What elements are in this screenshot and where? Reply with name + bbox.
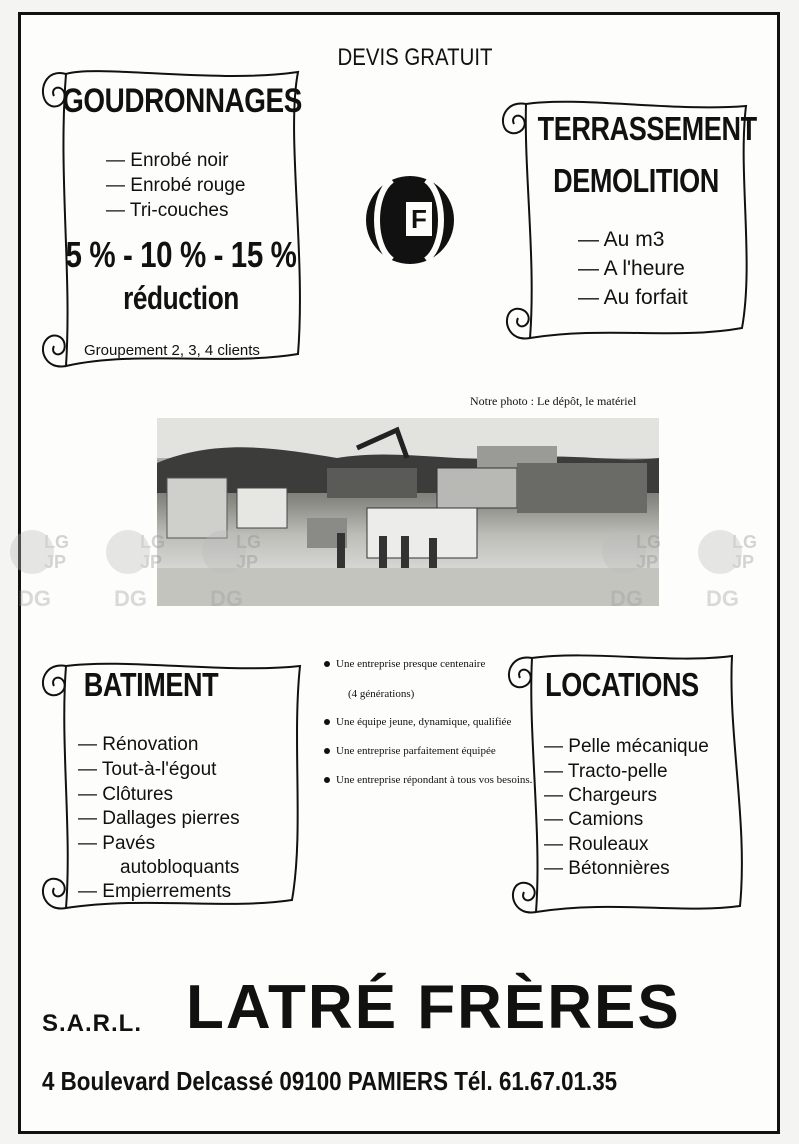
svg-text:LG: LG [236,532,261,552]
demolition-title: DEMOLITION [553,162,719,199]
locations-item: — Bétonnières [544,858,670,879]
locations-scroll [502,644,756,926]
watermark-face-icon [100,522,170,612]
bullet-icon [324,777,330,783]
batiment-item: — Empierrements [78,881,232,902]
locations-item: — Pelle mécanique [544,736,709,757]
logo-letter: F [411,204,427,234]
svg-text:LG: LG [636,532,661,552]
terrassement-title: TERRASSEMENT [537,110,757,147]
batiment-scroll [36,652,306,920]
logo-circle-icon [362,174,458,266]
watermark-stamp [692,522,762,612]
discount-line: 5 % - 10 % - 15 % [65,234,297,275]
batiment-item: — Tout-à-l'égout [78,759,217,780]
company-logo [362,174,458,266]
watermark-face-icon [196,522,266,612]
svg-text:DG: DG [18,586,51,611]
watermark-face-icon [596,522,666,612]
locations-title: LOCATIONS [545,666,699,703]
svg-text:JP: JP [140,552,163,572]
batiment-item: — Pavés [78,833,156,854]
terrassement-item: — Au m3 [578,228,665,251]
svg-text:DG: DG [114,586,147,611]
point-text: (4 générations) [348,688,415,700]
company-address: 4 Boulevard Delcassé 09100 PAMIERS Tél. 61.67.01.35 [42,1066,618,1096]
watermark-face-icon [4,522,74,612]
watermark-stamp [596,522,666,612]
batiment-title: BATIMENT [83,666,219,703]
locations-item: — Camions [544,809,644,830]
point-text: Une entreprise presque centenaire [336,658,486,670]
point-item [324,658,485,670]
svg-text:LG: LG [44,532,69,552]
batiment-item: — Dallages pierres [78,808,240,829]
goudronnages-scroll [36,54,306,384]
bullet-icon [324,661,330,667]
batiment-item: — Clôtures [78,784,174,805]
terrassement-item: — Au forfait [578,286,688,309]
batiment-item: — Rénovation [78,734,199,755]
grouping-note: Groupement 2, 3, 4 clients [84,342,260,359]
goudronnages-title: GOUDRONNAGES [62,82,302,120]
terrassement-item: — A l'heure [578,257,685,280]
reduction-label: réduction [123,280,239,316]
goudronnages-item: — Enrobé noir [106,150,229,171]
svg-text:DG: DG [210,586,243,611]
company-name: LATRÉ FRÈRES [186,973,681,1042]
watermark-stamp [4,522,74,612]
goudronnages-item: — Tri-couches [106,200,229,221]
locations-item: — Tracto-pelle [544,761,668,782]
svg-text:JP: JP [44,552,67,572]
svg-text:DG: DG [706,586,739,611]
watermark-face-icon [692,522,762,612]
company-prefix: S.A.R.L. [42,1010,143,1037]
watermark-stamp [100,522,170,612]
locations-item: — Chargeurs [544,785,657,806]
svg-text:LG: LG [732,532,757,552]
point-item [324,716,511,728]
batiment-item: autobloquants [120,857,240,878]
svg-text:JP: JP [636,552,659,572]
locations-item: — Rouleaux [544,834,649,855]
point-item [348,688,414,700]
point-text: Une équipe jeune, dynamique, qualifiée [336,716,512,728]
svg-text:LG: LG [140,532,165,552]
svg-text:DG: DG [610,586,643,611]
point-text: Une entreprise répondant à tous vos besoins. [336,774,533,786]
svg-text:JP: JP [732,552,755,572]
point-text: Une entreprise parfaitement équipée [336,745,496,757]
svg-text:JP: JP [236,552,259,572]
point-item [324,745,496,757]
terrassement-scroll [496,92,757,348]
watermark-stamp [196,522,266,612]
bullet-icon [324,748,330,754]
bullet-icon [324,719,330,725]
devis-gratuit-heading: DEVIS GRATUIT [337,44,493,71]
goudronnages-item: — Enrobé rouge [106,175,246,196]
photo-caption: Notre photo : Le dépôt, le matériel [470,394,637,408]
